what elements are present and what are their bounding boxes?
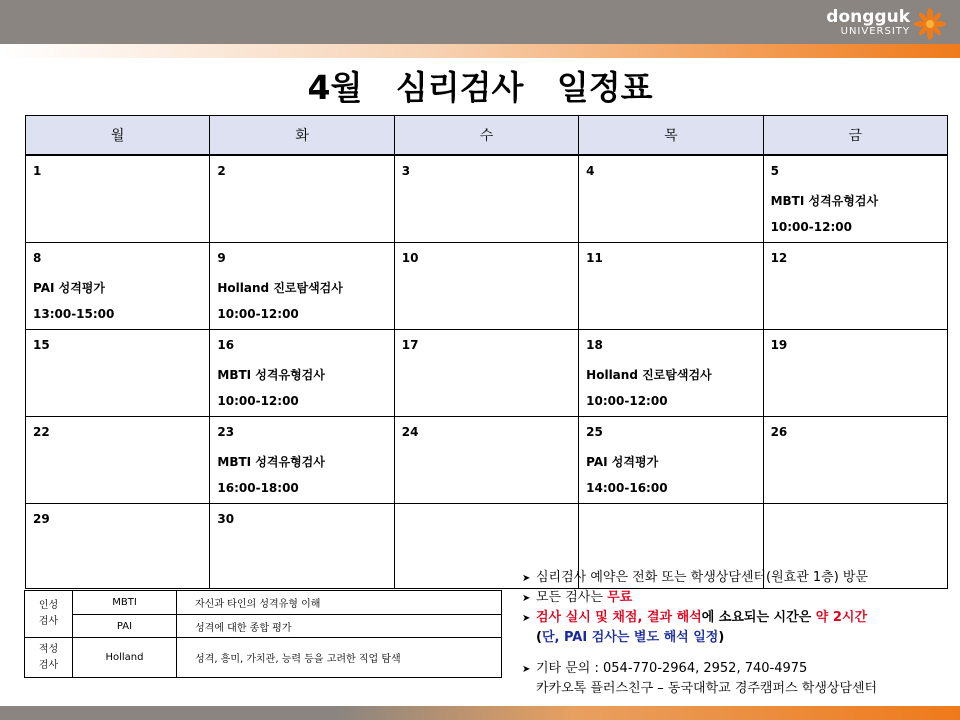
legend-row-holland bbox=[25, 638, 502, 678]
weekday-header-tue: 화 bbox=[210, 116, 394, 156]
event-name: MBTI 성격유형검사 bbox=[770, 194, 879, 208]
day-number: 10 bbox=[401, 251, 419, 265]
legend-category-personality bbox=[25, 591, 73, 638]
note-text: 에 소요되는 시간은 bbox=[701, 610, 816, 625]
calendar-day-cell bbox=[210, 330, 394, 417]
day-number: 18 bbox=[586, 338, 603, 352]
calendar-day-cell bbox=[210, 155, 394, 243]
weekday-header-fri: 금 bbox=[763, 116, 947, 156]
calendar-day-cell bbox=[579, 243, 763, 330]
event-time: 10:00-12:00 bbox=[217, 307, 299, 321]
calendar-day-cell bbox=[26, 155, 210, 243]
page-title: 4월 심리검사 일정표 bbox=[307, 68, 653, 107]
logo-wordmark: dongguk bbox=[826, 7, 910, 27]
calendar-week-row bbox=[26, 417, 948, 504]
schedule-calendar bbox=[25, 115, 948, 589]
note-kakao bbox=[522, 679, 877, 698]
event-name: PAI 성격평가 bbox=[33, 281, 105, 295]
event-time: 16:00-18:00 bbox=[217, 481, 299, 495]
day-number: 15 bbox=[33, 338, 50, 352]
test-legend-table bbox=[24, 590, 502, 678]
note-text: 모든 검사는 bbox=[536, 590, 608, 605]
legend-category-aptitude bbox=[25, 638, 73, 678]
day-number: 30 bbox=[217, 512, 235, 526]
day-number: 4 bbox=[586, 164, 595, 178]
calendar-day-cell bbox=[394, 155, 578, 243]
day-number: 24 bbox=[401, 425, 419, 439]
day-number: 16 bbox=[217, 338, 235, 352]
calendar-day-cell bbox=[210, 417, 394, 504]
legend-row-pai bbox=[25, 615, 502, 638]
calendar-week-row bbox=[26, 155, 948, 243]
arrow-bullet-icon: ➤ bbox=[522, 613, 531, 624]
legend-category-line: 인성 bbox=[38, 600, 59, 611]
note-duration bbox=[522, 608, 877, 628]
legend-category-line: 검사 bbox=[38, 659, 59, 671]
note-spacer bbox=[522, 647, 877, 659]
calendar-day-cell bbox=[26, 504, 210, 589]
note-text: 기타 문의 : 054-770-2964, 2952, 740-4975 bbox=[536, 661, 808, 676]
calendar-day-cell bbox=[210, 243, 394, 330]
day-number: 1 bbox=[33, 164, 42, 178]
legend-test-desc: 자신과 타인의 성격유형 이해 bbox=[177, 591, 502, 615]
header-bar bbox=[0, 0, 960, 44]
calendar-day-cell bbox=[763, 330, 947, 417]
legend-row-mbti bbox=[25, 591, 502, 615]
day-number: 23 bbox=[217, 425, 235, 439]
weekday-header-row bbox=[26, 116, 948, 156]
legend-test-name: Holland bbox=[73, 638, 177, 678]
day-number: 5 bbox=[770, 164, 779, 178]
header-gradient-line bbox=[0, 44, 960, 58]
calendar-day-cell bbox=[394, 417, 578, 504]
day-number: 19 bbox=[770, 338, 788, 352]
calendar-week-row bbox=[26, 243, 948, 330]
legend-category-line: 적성 bbox=[38, 643, 59, 655]
note-pai-exception bbox=[522, 628, 877, 647]
calendar-day-cell bbox=[26, 330, 210, 417]
day-number: 9 bbox=[217, 251, 226, 265]
notes-block bbox=[522, 568, 877, 698]
day-number: 2 bbox=[217, 164, 226, 178]
note-contact bbox=[522, 659, 877, 679]
logo-subtitle: UNIVERSITY bbox=[840, 26, 910, 37]
weekday-header-thu: 목 bbox=[579, 116, 763, 156]
note-free bbox=[522, 588, 877, 608]
calendar-day-cell bbox=[579, 155, 763, 243]
calendar-day-cell bbox=[394, 330, 578, 417]
event-time: 10:00-12:00 bbox=[217, 394, 299, 408]
calendar-day-cell bbox=[763, 243, 947, 330]
calendar-day-cell bbox=[763, 155, 947, 243]
note-text: 심리검사 예약은 전화 또는 학생상담센터(원효관 1층) 방문 bbox=[536, 570, 869, 585]
calendar-day-cell bbox=[763, 417, 947, 504]
calendar-day-cell bbox=[579, 330, 763, 417]
event-name: Holland 진로탐색검사 bbox=[586, 368, 712, 382]
calendar-day-cell bbox=[210, 504, 394, 589]
calendar-day-cell bbox=[26, 417, 210, 504]
calendar-day-cell bbox=[26, 243, 210, 330]
day-number: 26 bbox=[770, 425, 788, 439]
day-number: 17 bbox=[401, 338, 419, 352]
calendar-week-row bbox=[26, 330, 948, 417]
event-time: 10:00-12:00 bbox=[770, 220, 852, 234]
event-time: 10:00-12:00 bbox=[586, 394, 668, 408]
event-name: MBTI 성격유형검사 bbox=[217, 368, 325, 382]
legend-category-line: 검사 bbox=[38, 616, 59, 627]
event-name: PAI 성격평가 bbox=[586, 455, 659, 469]
day-number: 29 bbox=[33, 512, 50, 526]
footer-bar bbox=[0, 706, 960, 720]
note-highlight-duration: 약 2시간 bbox=[815, 610, 868, 625]
day-number: 12 bbox=[770, 251, 788, 265]
note-highlight-pai: 단, PAI 검사는 별도 해석 일정 bbox=[541, 630, 719, 645]
day-number: 25 bbox=[586, 425, 603, 439]
day-number: 11 bbox=[586, 251, 603, 265]
day-number: 3 bbox=[401, 164, 411, 178]
day-number: 22 bbox=[33, 425, 50, 439]
legend-test-name: PAI bbox=[73, 615, 177, 638]
event-name: MBTI 성격유형검사 bbox=[217, 455, 325, 469]
arrow-bullet-icon: ➤ bbox=[522, 664, 531, 675]
weekday-header-wed: 수 bbox=[394, 116, 578, 156]
event-name: Holland 진로탐색검사 bbox=[217, 281, 343, 295]
arrow-bullet-icon: ➤ bbox=[522, 573, 531, 584]
legend-test-name: MBTI bbox=[73, 591, 177, 615]
calendar-day-cell bbox=[579, 417, 763, 504]
note-highlight-process: 검사 실시 및 채점, 결과 해석 bbox=[536, 610, 702, 625]
calendar-day-cell bbox=[394, 243, 578, 330]
note-reservation bbox=[522, 568, 877, 588]
arrow-bullet-icon: ➤ bbox=[522, 593, 531, 604]
event-time: 14:00-16:00 bbox=[586, 481, 668, 495]
note-paren: ( bbox=[536, 630, 542, 645]
note-highlight-free: 무료 bbox=[607, 590, 633, 605]
legend-test-desc: 성격, 흥미, 가치관, 능력 등을 고려한 직업 탐색 bbox=[177, 638, 502, 678]
weekday-header-mon: 월 bbox=[26, 116, 210, 156]
note-paren: ) bbox=[718, 630, 725, 645]
lotus-logo-icon bbox=[914, 8, 946, 40]
event-time: 13:00-15:00 bbox=[33, 307, 115, 321]
legend-test-desc: 성격에 대한 종합 평가 bbox=[177, 615, 502, 638]
day-number: 8 bbox=[33, 251, 42, 265]
note-text: 카카오톡 플러스친구 – 동국대학교 경주캠퍼스 학생상담센터 bbox=[536, 681, 878, 696]
